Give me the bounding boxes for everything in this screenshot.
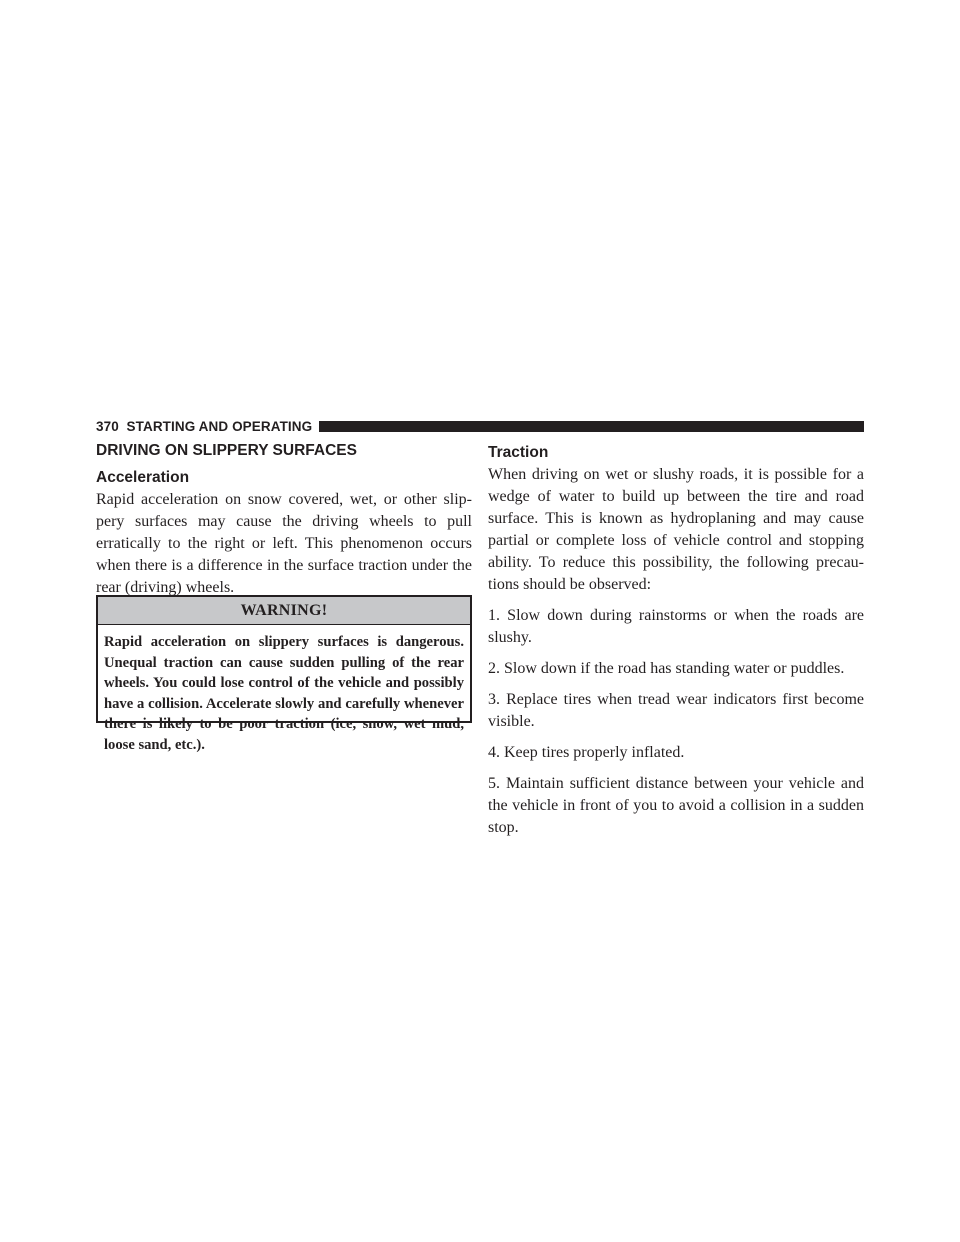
list-item: 5. Maintain sufficient distance between your vehicle and the vehicle in front of you to avoid a collision in a sudden stop.	[488, 775, 864, 836]
acceleration-paragraph: Rapid acceleration on snow covered, wet, or other slip- pery surfaces may cause the driving wheels to pull erratically to the right or left. This phenomenon occurs when there is a difference in the surface traction under the rear (driving) wheels.	[96, 491, 472, 596]
acceleration-heading: Acceleration	[96, 469, 190, 486]
page-header	[96, 418, 864, 435]
list-item: 1. Slow down during rainstorms or when the roads are slushy.	[488, 607, 864, 646]
list-item: 4. Keep tires properly inflated.	[488, 744, 685, 761]
page-number: 370	[96, 419, 119, 434]
right-column	[488, 440, 864, 839]
traction-heading: Traction	[488, 444, 549, 461]
section-title: DRIVING ON SLIPPERY SURFACES	[96, 442, 357, 459]
page-number-and-section	[96, 418, 312, 435]
warning-heading: WARNING!	[98, 597, 470, 625]
traction-paragraph: When driving on wet or slushy roads, it is possible for a wedge of water to build up between the tire and road surface. This is known as hydroplaning and may cause partial or complete loss of vehicle control and stopping ability. To reduce this possibility, the following precau- tions should be observed:	[488, 466, 864, 593]
left-column	[96, 440, 472, 599]
section-name: STARTING AND OPERATING	[126, 419, 313, 434]
header-rule	[319, 421, 864, 432]
list-item: 3. Replace tires when tread wear indicators first become visible.	[488, 691, 864, 730]
warning-box	[96, 595, 472, 753]
list-item: 2. Slow down if the road has standing water or puddles.	[488, 660, 845, 677]
warning-text: Rapid acceleration on slippery surfaces is dangerous. Unequal traction can cause sudden pulling of the rear wheels. You could lose control of the vehicle and possibly have a collision. Accelerate slowly and carefully whenever there is likely to be poor traction (ice, snow, wet mud, loose sand, etc.).	[104, 634, 464, 753]
